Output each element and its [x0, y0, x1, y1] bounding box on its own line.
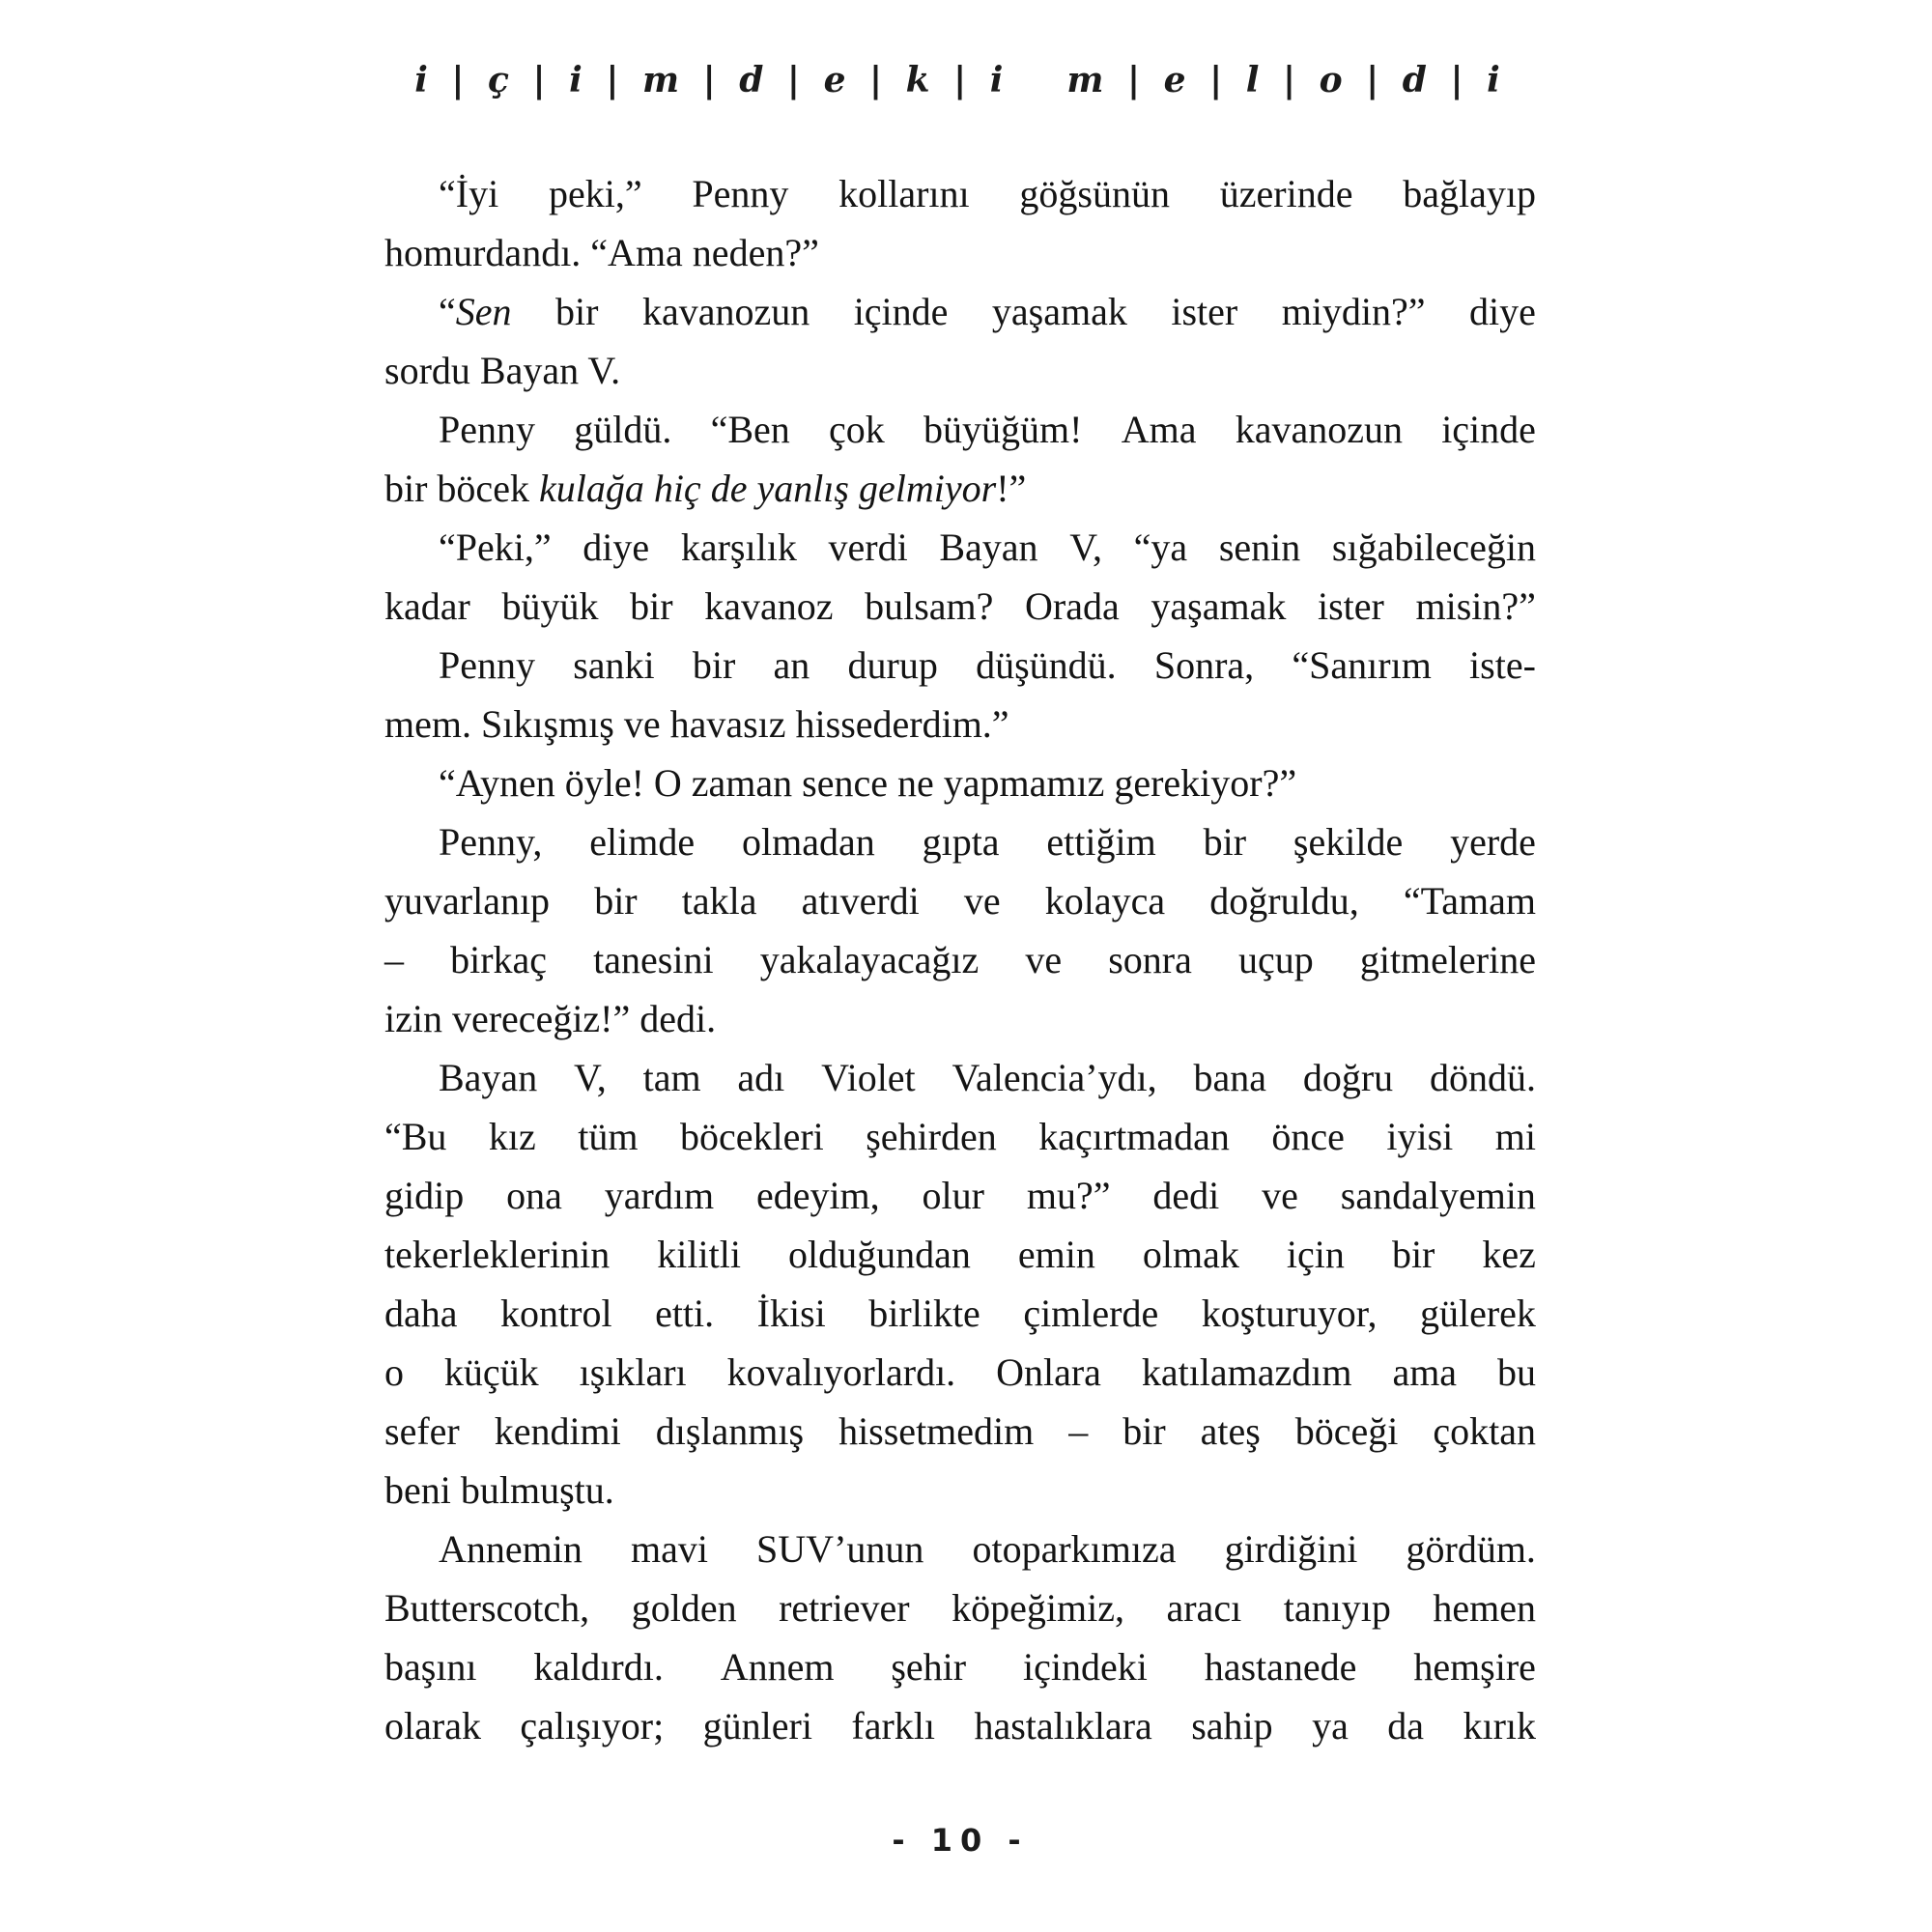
word: V,: [574, 1056, 607, 1099]
word: “Sanırım: [1292, 643, 1432, 687]
word: Penny: [439, 643, 535, 687]
word: çimlerde: [1023, 1292, 1159, 1335]
word: üzerinde: [1219, 172, 1353, 215]
word: peki,”: [548, 172, 642, 215]
word: yardım: [604, 1174, 715, 1217]
word: Onlara: [996, 1350, 1101, 1394]
text-line: sordu Bayan V.: [384, 349, 621, 392]
word: Sonra,: [1153, 643, 1255, 687]
word: diye: [582, 526, 650, 569]
header-title-word-1: i | ç | i | m | d | e | k | i: [414, 60, 1009, 100]
text-line: homurdandı. “Ama neden?”: [384, 231, 819, 274]
text-line: [384, 282, 1536, 341]
word: mu?”: [1026, 1174, 1111, 1217]
text-line: [384, 871, 1536, 930]
word: kez: [1482, 1233, 1536, 1276]
text-line: [384, 1225, 1536, 1284]
word: küçük: [443, 1350, 539, 1394]
word: kırık: [1463, 1704, 1536, 1747]
word: senin: [1218, 526, 1301, 569]
word: birlikte: [868, 1292, 980, 1335]
word: Bayan: [439, 1056, 538, 1099]
word: adı: [737, 1056, 785, 1099]
word: kolayca: [1044, 879, 1166, 923]
word: dedi: [1152, 1174, 1220, 1217]
text-line: [384, 1343, 1536, 1402]
text-line: izin vereceğiz!” dedi.: [384, 997, 717, 1040]
word: atıverdi: [801, 879, 920, 923]
word: “Sen: [439, 290, 512, 333]
word: Ama: [1121, 408, 1197, 451]
word: edeyim,: [755, 1174, 880, 1217]
paragraph: [384, 164, 1536, 282]
word: “Peki,”: [439, 526, 552, 569]
word: elimde: [589, 820, 696, 864]
word: bağlayıp: [1403, 172, 1536, 215]
word: “Tamam: [1403, 879, 1536, 923]
word: şehirden: [866, 1115, 997, 1158]
word: ettiğim: [1046, 820, 1156, 864]
word: sefer: [384, 1409, 460, 1453]
word: sonra: [1108, 938, 1192, 981]
word: bir: [1122, 1409, 1166, 1453]
word: bu: [1496, 1350, 1536, 1394]
word: misin?”: [1415, 584, 1536, 628]
paragraph: [384, 1520, 1536, 1755]
word: düşündü.: [976, 643, 1117, 687]
word: ve: [1025, 938, 1063, 981]
word: sahip: [1191, 1704, 1273, 1747]
word: miydin?”: [1281, 290, 1426, 333]
word: gidip: [384, 1174, 465, 1217]
word: ya: [1312, 1704, 1349, 1747]
word: “ya: [1133, 526, 1188, 569]
word: otoparkımıza: [972, 1527, 1177, 1571]
word: iste-: [1469, 643, 1536, 687]
word: katılamazdım: [1141, 1350, 1352, 1394]
word: sandalyemin: [1340, 1174, 1536, 1217]
word: Annemin: [439, 1527, 582, 1571]
word: hastanede: [1204, 1645, 1357, 1689]
word: tekerleklerinin: [384, 1233, 611, 1276]
word: mavi: [630, 1527, 708, 1571]
word: gitmelerine: [1359, 938, 1536, 981]
word: emin: [1017, 1233, 1095, 1276]
word: iyisi: [1386, 1115, 1454, 1158]
word: kavanozun: [641, 290, 810, 333]
word: göğsünün: [1019, 172, 1170, 215]
word: verdi: [828, 526, 908, 569]
text-line: [384, 400, 1536, 459]
word: büyüğüm!: [923, 408, 1083, 451]
word: yuvarlanıp: [384, 879, 551, 923]
word: büyük: [501, 584, 599, 628]
paragraph: [384, 812, 1536, 1048]
word: Violet: [821, 1056, 916, 1099]
word: şekilde: [1293, 820, 1404, 864]
word: kaldırdı.: [533, 1645, 664, 1689]
word: önce: [1271, 1115, 1345, 1158]
running-header: [384, 60, 1536, 100]
word: karşılık: [680, 526, 797, 569]
word: da: [1387, 1704, 1425, 1747]
word: bir: [1203, 820, 1247, 864]
word: içinde: [1441, 408, 1536, 451]
word: tanıyıp: [1283, 1586, 1391, 1630]
text-line: [384, 1048, 1536, 1107]
word: an: [773, 643, 810, 687]
word: güldü.: [574, 408, 672, 451]
paragraph: [384, 282, 1536, 400]
word: ama: [1392, 1350, 1458, 1394]
word: uçup: [1237, 938, 1314, 981]
word: bana: [1193, 1056, 1266, 1099]
word: olarak: [384, 1704, 481, 1747]
word: bir: [1391, 1233, 1435, 1276]
word: SUV’unun: [756, 1527, 924, 1571]
paragraph: [384, 400, 1536, 518]
word: hemşire: [1413, 1645, 1536, 1689]
word: böceği: [1294, 1409, 1399, 1453]
word: döndü.: [1429, 1056, 1536, 1099]
word: ister: [1318, 584, 1384, 628]
word: sanki: [573, 643, 655, 687]
text-line: [384, 518, 1536, 577]
word: kaçırtmadan: [1038, 1115, 1230, 1158]
word: gülerek: [1419, 1292, 1536, 1335]
word: ister: [1171, 290, 1238, 333]
word: tanesini: [593, 938, 714, 981]
word: olur: [922, 1174, 984, 1217]
text-line: [384, 577, 1536, 636]
word: yaşamak: [991, 290, 1127, 333]
word: ışıkları: [579, 1350, 687, 1394]
paragraph: [384, 518, 1536, 636]
word: diye: [1469, 290, 1536, 333]
word: İkisi: [756, 1292, 826, 1335]
word: kontrol: [500, 1292, 612, 1335]
word: olmak: [1142, 1233, 1239, 1276]
word: böcekleri: [679, 1115, 824, 1158]
text-line: beni bulmuştu.: [384, 1468, 614, 1512]
word: çalışıyor;: [520, 1704, 665, 1747]
word: “İyi: [439, 172, 499, 215]
word: olduğundan: [787, 1233, 971, 1276]
text-line: [384, 930, 1536, 989]
text-line: [384, 1107, 1536, 1166]
word: aracı: [1166, 1586, 1242, 1630]
word: daha: [384, 1292, 458, 1335]
word: doğruldu,: [1209, 879, 1359, 923]
word: mi: [1494, 1115, 1536, 1158]
word: Valencia’ydı,: [952, 1056, 1157, 1099]
word: ateş: [1200, 1409, 1261, 1453]
word: olmadan: [741, 820, 875, 864]
word: Penny,: [439, 820, 543, 864]
word: “Bu: [384, 1115, 447, 1158]
word: kilitli: [657, 1233, 741, 1276]
word: kendimi: [494, 1409, 621, 1453]
word: hemen: [1433, 1586, 1536, 1630]
word: hissetmedim: [838, 1409, 1035, 1453]
word: “Ben: [710, 408, 790, 451]
word: bir: [692, 643, 736, 687]
word: kovalıyorlardı.: [726, 1350, 956, 1394]
text-line: [384, 1696, 1536, 1755]
body-text: [384, 164, 1536, 1755]
text-line: [384, 1637, 1536, 1696]
text-line: [384, 1284, 1536, 1343]
word: içindeki: [1023, 1645, 1148, 1689]
word: kız: [488, 1115, 536, 1158]
word: çoktan: [1433, 1409, 1536, 1453]
page-footer: [384, 1822, 1536, 1859]
word: golden: [631, 1586, 737, 1630]
word: gıpta: [922, 820, 1000, 864]
header-title-word-2: m | e | l | o | d | i: [1066, 60, 1506, 100]
word: o: [384, 1350, 404, 1394]
word: şehir: [891, 1645, 967, 1689]
word: Annem: [720, 1645, 835, 1689]
word: koşturuyor,: [1201, 1292, 1378, 1335]
word: bir: [630, 584, 673, 628]
word: V,: [1069, 526, 1102, 569]
word: yerde: [1450, 820, 1536, 864]
paragraph: [384, 1048, 1536, 1520]
word: doğru: [1302, 1056, 1394, 1099]
word: Butterscotch,: [384, 1586, 590, 1630]
word: yakalayacağız: [759, 938, 980, 981]
word: Bayan: [939, 526, 1038, 569]
text-line: [384, 1520, 1536, 1578]
word: dışlanmış: [655, 1409, 805, 1453]
paragraph: [384, 636, 1536, 753]
word: bulsam?: [865, 584, 994, 628]
text-line: [384, 1578, 1536, 1637]
page-number: - 10 -: [892, 1822, 1029, 1859]
word: kollarını: [838, 172, 970, 215]
word: girdiğini: [1224, 1527, 1358, 1571]
word: başını: [384, 1645, 477, 1689]
text-line: [384, 1402, 1536, 1461]
text-line: [384, 636, 1536, 695]
word: yaşamak: [1151, 584, 1287, 628]
word: bir: [594, 879, 638, 923]
text-line: [384, 164, 1536, 223]
word: Orada: [1025, 584, 1120, 628]
text-line: bir böcek kulağa hiç de yanlış gelmiyor!”: [384, 467, 1027, 510]
word: tam: [642, 1056, 701, 1099]
text-line: “Aynen öyle! O zaman sence ne yapmamız gerekiyor?”: [439, 761, 1297, 805]
text-line: [384, 812, 1536, 871]
word: Penny: [692, 172, 789, 215]
word: içinde: [853, 290, 949, 333]
word: kadar: [384, 584, 470, 628]
word: köpeğimiz,: [952, 1586, 1124, 1630]
word: birkaç: [450, 938, 548, 981]
word: Penny: [439, 408, 535, 451]
word: tüm: [578, 1115, 639, 1158]
word: ona: [506, 1174, 562, 1217]
word: gördüm.: [1406, 1527, 1536, 1571]
word: –: [1068, 1409, 1089, 1453]
word: takla: [681, 879, 757, 923]
word: retriever: [779, 1586, 910, 1630]
word: günleri: [702, 1704, 812, 1747]
word: farklı: [851, 1704, 936, 1747]
word: sığabileceğin: [1331, 526, 1536, 569]
text-line: mem. Sıkışmış ve havasız hissederdim.”: [384, 702, 1009, 746]
word: ve: [963, 879, 1001, 923]
word: hastalıklara: [974, 1704, 1152, 1747]
word: kavanoz: [704, 584, 834, 628]
word: ve: [1262, 1174, 1298, 1217]
word: etti.: [655, 1292, 715, 1335]
word: bir: [555, 290, 599, 333]
word: durup: [847, 643, 938, 687]
word: için: [1286, 1233, 1345, 1276]
word: kavanozun: [1235, 408, 1403, 451]
word: –: [384, 938, 404, 981]
paragraph: [384, 753, 1536, 812]
word: çok: [829, 408, 885, 451]
text-line: [384, 1166, 1536, 1225]
